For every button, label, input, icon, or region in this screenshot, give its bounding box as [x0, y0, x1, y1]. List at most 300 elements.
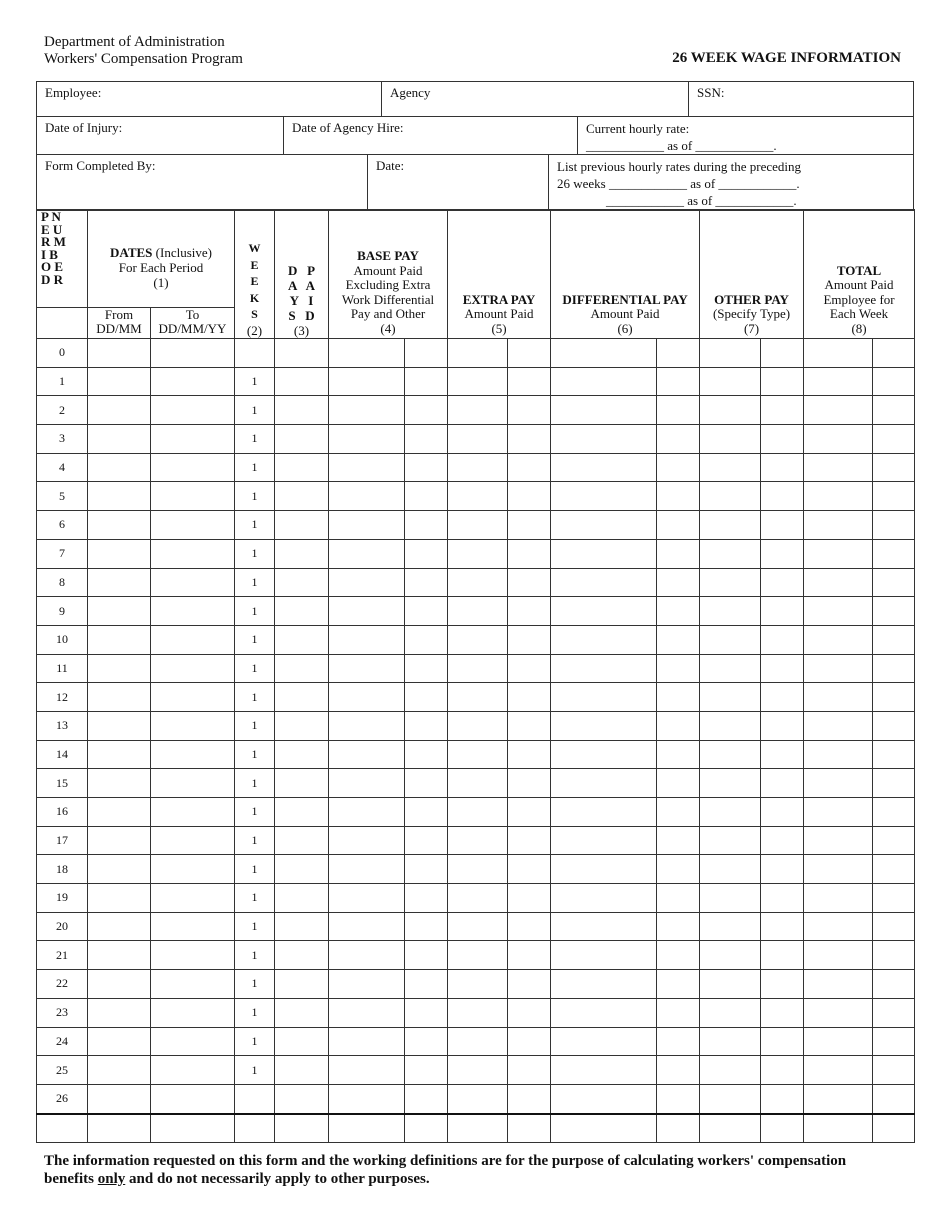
extra-pay-cell[interactable]	[448, 1056, 508, 1085]
from-date-cell[interactable]	[88, 855, 151, 884]
total-cell[interactable]	[804, 941, 873, 970]
extra-pay-cents-cell[interactable]	[508, 425, 551, 454]
extra-pay-cents-cell[interactable]	[508, 970, 551, 999]
other-pay-cents-cell[interactable]	[761, 597, 804, 626]
base-pay-cell[interactable]	[329, 511, 405, 540]
days-paid-cell[interactable]	[275, 711, 329, 740]
weeks-cell[interactable]: 1	[235, 711, 275, 740]
from-date-cell[interactable]	[88, 625, 151, 654]
other-pay-cents-cell[interactable]	[761, 912, 804, 941]
differential-pay-cell[interactable]	[551, 884, 657, 913]
extra-pay-cell[interactable]	[448, 425, 508, 454]
differential-pay-cents-cell[interactable]	[657, 511, 700, 540]
extra-pay-cents-cell[interactable]	[508, 683, 551, 712]
days-paid-cell[interactable]	[275, 568, 329, 597]
days-paid-cell[interactable]	[275, 625, 329, 654]
other-pay-cents-cell[interactable]	[761, 396, 804, 425]
total-cents-cell[interactable]	[873, 998, 915, 1027]
days-paid-cell[interactable]	[275, 453, 329, 482]
days-paid-cell[interactable]	[275, 425, 329, 454]
base-pay-cents-cell[interactable]	[405, 367, 448, 396]
weeks-cell[interactable]: 1	[235, 568, 275, 597]
other-pay-cell[interactable]	[700, 855, 761, 884]
total-cents-cell[interactable]	[873, 625, 915, 654]
other-pay-cents-cell[interactable]	[761, 711, 804, 740]
differential-pay-cell[interactable]	[551, 711, 657, 740]
total-cell[interactable]	[804, 625, 873, 654]
extra-pay-cell[interactable]	[448, 339, 508, 368]
base-pay-cents-cell[interactable]	[405, 654, 448, 683]
differential-pay-cell[interactable]	[551, 683, 657, 712]
extra-pay-cell[interactable]	[448, 740, 508, 769]
total-row-cell[interactable]	[329, 1114, 405, 1143]
differential-pay-cents-cell[interactable]	[657, 884, 700, 913]
base-pay-cell[interactable]	[329, 970, 405, 999]
extra-pay-cell[interactable]	[448, 941, 508, 970]
total-cell[interactable]	[804, 798, 873, 827]
to-date-cell[interactable]	[151, 568, 235, 597]
from-date-cell[interactable]	[88, 597, 151, 626]
days-paid-cell[interactable]	[275, 1084, 329, 1113]
differential-pay-cell[interactable]	[551, 798, 657, 827]
extra-pay-cell[interactable]	[448, 855, 508, 884]
other-pay-cell[interactable]	[700, 683, 761, 712]
total-cell[interactable]	[804, 826, 873, 855]
total-cents-cell[interactable]	[873, 1084, 915, 1113]
from-date-cell[interactable]	[88, 339, 151, 368]
differential-pay-cents-cell[interactable]	[657, 826, 700, 855]
differential-pay-cell[interactable]	[551, 568, 657, 597]
extra-pay-cents-cell[interactable]	[508, 711, 551, 740]
employee-field[interactable]	[37, 82, 381, 116]
differential-pay-cents-cell[interactable]	[657, 711, 700, 740]
weeks-cell[interactable]: 1	[235, 683, 275, 712]
base-pay-cents-cell[interactable]	[405, 740, 448, 769]
differential-pay-cents-cell[interactable]	[657, 339, 700, 368]
extra-pay-cents-cell[interactable]	[508, 855, 551, 884]
total-cents-cell[interactable]	[873, 396, 915, 425]
agency-field[interactable]	[381, 82, 688, 116]
total-cell[interactable]	[804, 482, 873, 511]
extra-pay-cents-cell[interactable]	[508, 539, 551, 568]
days-paid-cell[interactable]	[275, 826, 329, 855]
extra-pay-cents-cell[interactable]	[508, 654, 551, 683]
from-date-cell[interactable]	[88, 482, 151, 511]
other-pay-cents-cell[interactable]	[761, 539, 804, 568]
days-paid-cell[interactable]	[275, 998, 329, 1027]
extra-pay-cents-cell[interactable]	[508, 941, 551, 970]
to-date-cell[interactable]	[151, 625, 235, 654]
other-pay-cents-cell[interactable]	[761, 482, 804, 511]
other-pay-cents-cell[interactable]	[761, 683, 804, 712]
base-pay-cell[interactable]	[329, 625, 405, 654]
total-cell[interactable]	[804, 539, 873, 568]
days-paid-cell[interactable]	[275, 367, 329, 396]
base-pay-cell[interactable]	[329, 884, 405, 913]
days-paid-cell[interactable]	[275, 884, 329, 913]
weeks-cell[interactable]: 1	[235, 511, 275, 540]
differential-pay-cell[interactable]	[551, 511, 657, 540]
other-pay-cents-cell[interactable]	[761, 998, 804, 1027]
total-cell[interactable]	[804, 1084, 873, 1113]
total-row-cell[interactable]	[761, 1114, 804, 1143]
differential-pay-cell[interactable]	[551, 597, 657, 626]
to-date-cell[interactable]	[151, 339, 235, 368]
differential-pay-cents-cell[interactable]	[657, 396, 700, 425]
other-pay-cell[interactable]	[700, 539, 761, 568]
extra-pay-cell[interactable]	[448, 884, 508, 913]
differential-pay-cents-cell[interactable]	[657, 539, 700, 568]
base-pay-cell[interactable]	[329, 1084, 405, 1113]
total-cents-cell[interactable]	[873, 970, 915, 999]
to-date-cell[interactable]	[151, 511, 235, 540]
extra-pay-cell[interactable]	[448, 396, 508, 425]
days-paid-cell[interactable]	[275, 912, 329, 941]
days-paid-cell[interactable]	[275, 769, 329, 798]
total-cents-cell[interactable]	[873, 453, 915, 482]
other-pay-cents-cell[interactable]	[761, 511, 804, 540]
extra-pay-cell[interactable]	[448, 1027, 508, 1056]
base-pay-cents-cell[interactable]	[405, 711, 448, 740]
base-pay-cell[interactable]	[329, 654, 405, 683]
days-paid-cell[interactable]	[275, 855, 329, 884]
total-cents-cell[interactable]	[873, 367, 915, 396]
total-cell[interactable]	[804, 367, 873, 396]
base-pay-cell[interactable]	[329, 855, 405, 884]
base-pay-cell[interactable]	[329, 425, 405, 454]
from-date-cell[interactable]	[88, 539, 151, 568]
differential-pay-cell[interactable]	[551, 740, 657, 769]
base-pay-cell[interactable]	[329, 396, 405, 425]
to-date-cell[interactable]	[151, 998, 235, 1027]
differential-pay-cell[interactable]	[551, 1056, 657, 1085]
total-row-cell[interactable]	[275, 1114, 329, 1143]
differential-pay-cents-cell[interactable]	[657, 1056, 700, 1085]
extra-pay-cell[interactable]	[448, 568, 508, 597]
base-pay-cents-cell[interactable]	[405, 396, 448, 425]
to-date-cell[interactable]	[151, 798, 235, 827]
other-pay-cents-cell[interactable]	[761, 740, 804, 769]
to-date-cell[interactable]	[151, 941, 235, 970]
base-pay-cell[interactable]	[329, 826, 405, 855]
extra-pay-cents-cell[interactable]	[508, 1084, 551, 1113]
other-pay-cell[interactable]	[700, 711, 761, 740]
differential-pay-cell[interactable]	[551, 769, 657, 798]
total-cents-cell[interactable]	[873, 568, 915, 597]
total-cents-cell[interactable]	[873, 769, 915, 798]
from-date-cell[interactable]	[88, 912, 151, 941]
total-row-cell[interactable]	[873, 1114, 915, 1143]
days-paid-cell[interactable]	[275, 970, 329, 999]
differential-pay-cents-cell[interactable]	[657, 683, 700, 712]
differential-pay-cents-cell[interactable]	[657, 482, 700, 511]
total-cell[interactable]	[804, 683, 873, 712]
differential-pay-cell[interactable]	[551, 654, 657, 683]
from-date-cell[interactable]	[88, 740, 151, 769]
other-pay-cell[interactable]	[700, 396, 761, 425]
total-cell[interactable]	[804, 339, 873, 368]
differential-pay-cell[interactable]	[551, 339, 657, 368]
differential-pay-cents-cell[interactable]	[657, 453, 700, 482]
other-pay-cell[interactable]	[700, 769, 761, 798]
differential-pay-cell[interactable]	[551, 425, 657, 454]
total-cell[interactable]	[804, 912, 873, 941]
other-pay-cell[interactable]	[700, 339, 761, 368]
days-paid-cell[interactable]	[275, 798, 329, 827]
to-date-cell[interactable]	[151, 884, 235, 913]
from-date-cell[interactable]	[88, 683, 151, 712]
extra-pay-cell[interactable]	[448, 970, 508, 999]
days-paid-cell[interactable]	[275, 1027, 329, 1056]
extra-pay-cents-cell[interactable]	[508, 998, 551, 1027]
base-pay-cell[interactable]	[329, 711, 405, 740]
differential-pay-cents-cell[interactable]	[657, 367, 700, 396]
other-pay-cents-cell[interactable]	[761, 654, 804, 683]
base-pay-cents-cell[interactable]	[405, 539, 448, 568]
to-date-cell[interactable]	[151, 711, 235, 740]
extra-pay-cents-cell[interactable]	[508, 826, 551, 855]
days-paid-cell[interactable]	[275, 511, 329, 540]
differential-pay-cents-cell[interactable]	[657, 970, 700, 999]
total-cell[interactable]	[804, 855, 873, 884]
from-date-cell[interactable]	[88, 941, 151, 970]
differential-pay-cell[interactable]	[551, 482, 657, 511]
differential-pay-cell[interactable]	[551, 1084, 657, 1113]
base-pay-cell[interactable]	[329, 798, 405, 827]
from-date-cell[interactable]	[88, 884, 151, 913]
to-date-cell[interactable]	[151, 396, 235, 425]
differential-pay-cents-cell[interactable]	[657, 998, 700, 1027]
total-cell[interactable]	[804, 1027, 873, 1056]
base-pay-cents-cell[interactable]	[405, 826, 448, 855]
days-paid-cell[interactable]	[275, 482, 329, 511]
total-cell[interactable]	[804, 453, 873, 482]
days-paid-cell[interactable]	[275, 597, 329, 626]
differential-pay-cell[interactable]	[551, 970, 657, 999]
other-pay-cell[interactable]	[700, 654, 761, 683]
other-pay-cell[interactable]	[700, 941, 761, 970]
total-cents-cell[interactable]	[873, 941, 915, 970]
extra-pay-cell[interactable]	[448, 798, 508, 827]
base-pay-cell[interactable]	[329, 453, 405, 482]
extra-pay-cell[interactable]	[448, 912, 508, 941]
other-pay-cell[interactable]	[700, 826, 761, 855]
extra-pay-cell[interactable]	[448, 654, 508, 683]
from-date-cell[interactable]	[88, 453, 151, 482]
weeks-cell[interactable]: 1	[235, 425, 275, 454]
total-cents-cell[interactable]	[873, 597, 915, 626]
differential-pay-cents-cell[interactable]	[657, 769, 700, 798]
total-cents-cell[interactable]	[873, 425, 915, 454]
to-date-cell[interactable]	[151, 855, 235, 884]
to-date-cell[interactable]	[151, 970, 235, 999]
base-pay-cell[interactable]	[329, 597, 405, 626]
to-date-cell[interactable]	[151, 769, 235, 798]
total-cell[interactable]	[804, 511, 873, 540]
extra-pay-cell[interactable]	[448, 769, 508, 798]
total-row-cell[interactable]	[804, 1114, 873, 1143]
from-date-cell[interactable]	[88, 511, 151, 540]
total-cell[interactable]	[804, 998, 873, 1027]
differential-pay-cents-cell[interactable]	[657, 597, 700, 626]
extra-pay-cell[interactable]	[448, 539, 508, 568]
base-pay-cell[interactable]	[329, 568, 405, 597]
to-date-cell[interactable]	[151, 683, 235, 712]
to-date-cell[interactable]	[151, 482, 235, 511]
extra-pay-cents-cell[interactable]	[508, 1056, 551, 1085]
weeks-cell[interactable]: 1	[235, 769, 275, 798]
extra-pay-cents-cell[interactable]	[508, 339, 551, 368]
days-paid-cell[interactable]	[275, 683, 329, 712]
differential-pay-cents-cell[interactable]	[657, 912, 700, 941]
total-cell[interactable]	[804, 740, 873, 769]
days-paid-cell[interactable]	[275, 539, 329, 568]
weeks-cell[interactable]: 1	[235, 1056, 275, 1085]
extra-pay-cents-cell[interactable]	[508, 453, 551, 482]
differential-pay-cents-cell[interactable]	[657, 568, 700, 597]
base-pay-cell[interactable]	[329, 998, 405, 1027]
date-field[interactable]	[367, 155, 548, 210]
extra-pay-cell[interactable]	[448, 683, 508, 712]
days-paid-cell[interactable]	[275, 941, 329, 970]
differential-pay-cell[interactable]	[551, 941, 657, 970]
extra-pay-cents-cell[interactable]	[508, 396, 551, 425]
base-pay-cents-cell[interactable]	[405, 1056, 448, 1085]
weeks-cell[interactable]: 1	[235, 654, 275, 683]
base-pay-cents-cell[interactable]	[405, 625, 448, 654]
days-paid-cell[interactable]	[275, 339, 329, 368]
base-pay-cents-cell[interactable]	[405, 970, 448, 999]
base-pay-cell[interactable]	[329, 769, 405, 798]
from-date-cell[interactable]	[88, 798, 151, 827]
other-pay-cell[interactable]	[700, 625, 761, 654]
days-paid-cell[interactable]	[275, 396, 329, 425]
extra-pay-cell[interactable]	[448, 625, 508, 654]
base-pay-cents-cell[interactable]	[405, 912, 448, 941]
other-pay-cents-cell[interactable]	[761, 1027, 804, 1056]
base-pay-cents-cell[interactable]	[405, 511, 448, 540]
date-of-agency-hire-field[interactable]	[283, 117, 577, 154]
total-cell[interactable]	[804, 711, 873, 740]
weeks-cell[interactable]: 1	[235, 625, 275, 654]
weeks-cell[interactable]: 1	[235, 1027, 275, 1056]
base-pay-cents-cell[interactable]	[405, 998, 448, 1027]
days-paid-cell[interactable]	[275, 1056, 329, 1085]
to-date-cell[interactable]	[151, 367, 235, 396]
base-pay-cents-cell[interactable]	[405, 1084, 448, 1113]
from-date-cell[interactable]	[88, 396, 151, 425]
weeks-cell[interactable]: 1	[235, 855, 275, 884]
other-pay-cents-cell[interactable]	[761, 568, 804, 597]
total-cents-cell[interactable]	[873, 740, 915, 769]
differential-pay-cell[interactable]	[551, 625, 657, 654]
ssn-field[interactable]	[688, 82, 913, 116]
other-pay-cell[interactable]	[700, 998, 761, 1027]
differential-pay-cell[interactable]	[551, 367, 657, 396]
from-date-cell[interactable]	[88, 826, 151, 855]
base-pay-cents-cell[interactable]	[405, 597, 448, 626]
other-pay-cents-cell[interactable]	[761, 425, 804, 454]
from-date-cell[interactable]	[88, 1027, 151, 1056]
total-cents-cell[interactable]	[873, 912, 915, 941]
from-date-cell[interactable]	[88, 425, 151, 454]
from-date-cell[interactable]	[88, 711, 151, 740]
other-pay-cell[interactable]	[700, 740, 761, 769]
other-pay-cell[interactable]	[700, 1084, 761, 1113]
extra-pay-cell[interactable]	[448, 367, 508, 396]
other-pay-cell[interactable]	[700, 597, 761, 626]
from-date-cell[interactable]	[88, 769, 151, 798]
total-row-cell[interactable]	[235, 1114, 275, 1143]
other-pay-cell[interactable]	[700, 1027, 761, 1056]
weeks-cell[interactable]: 1	[235, 912, 275, 941]
weeks-cell[interactable]: 1	[235, 826, 275, 855]
other-pay-cents-cell[interactable]	[761, 367, 804, 396]
other-pay-cents-cell[interactable]	[761, 884, 804, 913]
total-cell[interactable]	[804, 769, 873, 798]
from-date-cell[interactable]	[88, 970, 151, 999]
base-pay-cell[interactable]	[329, 1027, 405, 1056]
extra-pay-cents-cell[interactable]	[508, 568, 551, 597]
other-pay-cell[interactable]	[700, 425, 761, 454]
total-row-cell[interactable]	[151, 1114, 235, 1143]
other-pay-cell[interactable]	[700, 482, 761, 511]
to-date-cell[interactable]	[151, 597, 235, 626]
to-date-cell[interactable]	[151, 425, 235, 454]
total-cents-cell[interactable]	[873, 1027, 915, 1056]
extra-pay-cents-cell[interactable]	[508, 625, 551, 654]
other-pay-cell[interactable]	[700, 1056, 761, 1085]
extra-pay-cents-cell[interactable]	[508, 769, 551, 798]
base-pay-cell[interactable]	[329, 539, 405, 568]
total-cents-cell[interactable]	[873, 511, 915, 540]
total-cents-cell[interactable]	[873, 683, 915, 712]
extra-pay-cents-cell[interactable]	[508, 798, 551, 827]
differential-pay-cents-cell[interactable]	[657, 740, 700, 769]
base-pay-cell[interactable]	[329, 1056, 405, 1085]
total-cents-cell[interactable]	[873, 1056, 915, 1085]
extra-pay-cents-cell[interactable]	[508, 884, 551, 913]
differential-pay-cell[interactable]	[551, 912, 657, 941]
total-cell[interactable]	[804, 1056, 873, 1085]
to-date-cell[interactable]	[151, 1084, 235, 1113]
days-paid-cell[interactable]	[275, 654, 329, 683]
from-date-cell[interactable]	[88, 998, 151, 1027]
extra-pay-cents-cell[interactable]	[508, 367, 551, 396]
total-cents-cell[interactable]	[873, 339, 915, 368]
weeks-cell[interactable]: 1	[235, 482, 275, 511]
differential-pay-cell[interactable]	[551, 826, 657, 855]
other-pay-cell[interactable]	[700, 453, 761, 482]
from-date-cell[interactable]	[88, 568, 151, 597]
base-pay-cents-cell[interactable]	[405, 798, 448, 827]
extra-pay-cell[interactable]	[448, 597, 508, 626]
total-cents-cell[interactable]	[873, 539, 915, 568]
total-row-cell[interactable]	[448, 1114, 508, 1143]
total-cell[interactable]	[804, 970, 873, 999]
base-pay-cents-cell[interactable]	[405, 884, 448, 913]
total-cents-cell[interactable]	[873, 482, 915, 511]
base-pay-cents-cell[interactable]	[405, 568, 448, 597]
other-pay-cell[interactable]	[700, 970, 761, 999]
other-pay-cell[interactable]	[700, 367, 761, 396]
other-pay-cell[interactable]	[700, 912, 761, 941]
weeks-cell[interactable]	[235, 1084, 275, 1113]
base-pay-cell[interactable]	[329, 339, 405, 368]
total-cell[interactable]	[804, 568, 873, 597]
total-cents-cell[interactable]	[873, 884, 915, 913]
extra-pay-cell[interactable]	[448, 711, 508, 740]
